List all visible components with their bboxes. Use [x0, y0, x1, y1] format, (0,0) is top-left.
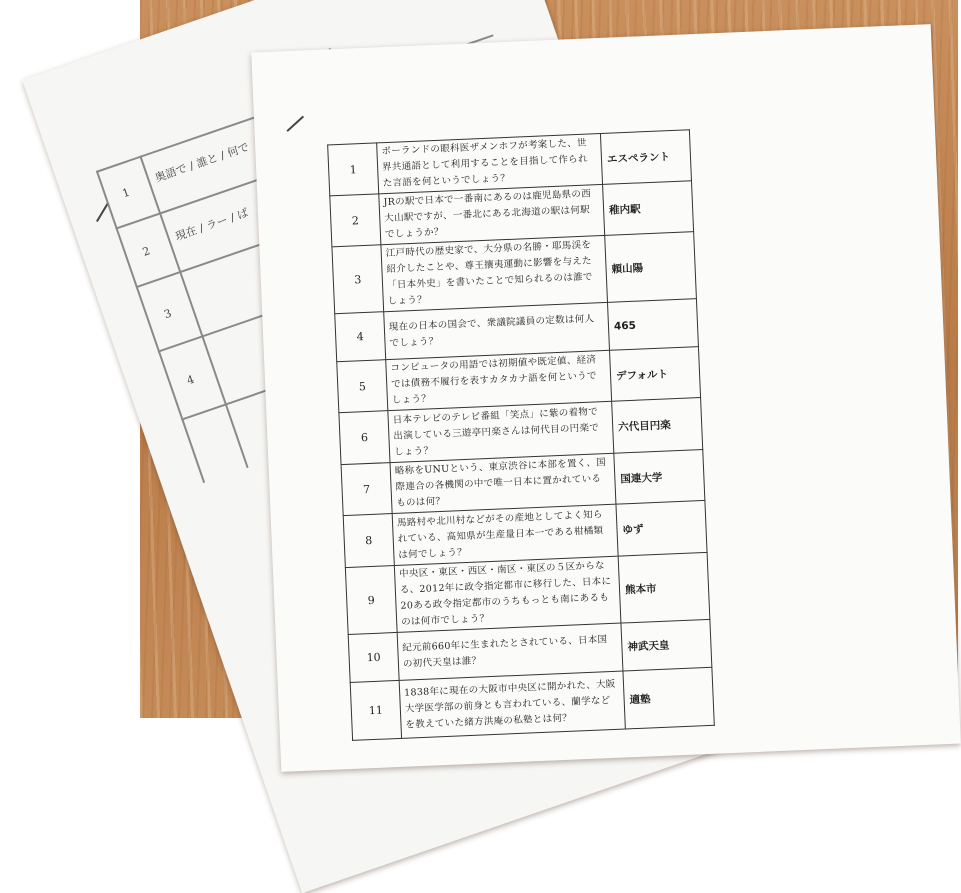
- question-number: 5: [337, 360, 388, 413]
- question-text: コンピュータの用語では初期値や既定値、経済では債務不履行を表すカタカナ語を何というでしょう？: [386, 350, 612, 410]
- question-text: ポーランドの眼科医ザメンホフが考案した、世界共通語として利用することを目指して作られた言語を何というでしょう？: [377, 134, 603, 194]
- question-text: 紀元前660年に生まれたとされている、日本国の初代天皇は誰？: [397, 623, 623, 680]
- back-row-text: 現在 / ラー / ば: [173, 206, 251, 244]
- answer-text: デフォルト: [610, 347, 701, 402]
- back-row-number: 3: [162, 306, 174, 322]
- back-row-number: 2: [140, 244, 152, 259]
- back-table-line: [139, 156, 251, 469]
- answer-text: ゆず: [616, 500, 707, 556]
- front-paper-sheet: [251, 24, 961, 772]
- quiz-table-body: [328, 130, 715, 741]
- question-number: 6: [339, 411, 390, 465]
- question-number: 10: [348, 632, 399, 682]
- question-number: 8: [343, 514, 394, 568]
- question-text: 馬路村や北川村などがその産地としてよく知られている、高知県が生産量日本一である柑橘類は何でしょう？: [392, 504, 618, 565]
- answer-text: 465: [607, 299, 698, 351]
- answer-text: 国連大学: [614, 449, 705, 504]
- back-row-number: 1: [120, 185, 132, 201]
- question-number: 7: [341, 463, 392, 516]
- quiz-table: [327, 129, 715, 741]
- question-text: 略称をUNUという、東京渋谷に本部を置く、国際連合の各機関の中で唯一日本に置かれているものは何？: [390, 453, 616, 513]
- answer-text: 六代目円楽: [612, 398, 703, 454]
- answer-text: 適塾: [623, 667, 714, 729]
- photo: [120, 0, 958, 731]
- corner-mark: [286, 116, 304, 132]
- answer-text: 神武天皇: [621, 619, 712, 671]
- back-row-text: 奥語で / 誰と / 何で: [153, 140, 251, 185]
- question-number: 1: [328, 143, 379, 196]
- answer-text: エスペラント: [600, 130, 691, 185]
- question-text: 江戸時代の歴史家で、大分県の名勝・耶馬渓を紹介したことや、尊王攘夷運動に影響を与えた「日本外史」を書いたことで知られるのは誰でしょう？: [381, 235, 608, 311]
- question-number: 3: [332, 245, 384, 314]
- question-text: 中央区・東区・西区・南区・東区の５区からなる、2012年に政令指定都市に移行した、日本に20ある政令指定都市のうちもっとも南にあるものは何市でしょう？: [394, 556, 621, 632]
- question-text: 現在の日本の国会で、衆議院議員の定数は何人でしょう？: [384, 302, 610, 359]
- answer-text: 熊本市: [618, 552, 710, 623]
- answer-text: 頼山陽: [605, 232, 697, 303]
- back-table-line: [96, 171, 205, 484]
- question-number: 4: [335, 312, 386, 362]
- question-number: 9: [345, 566, 397, 635]
- answer-text: 稚内駅: [603, 181, 694, 236]
- question-number: 11: [350, 680, 401, 740]
- question-text: 日本テレビのテレビ番組「笑点」に紫の着物で出演している三遊亭円楽さんは何代目の円楽でしょう？: [388, 401, 614, 462]
- question-text: JRの駅で日本で一番南にあるのは鹿児島県の西大山駅ですが、一番北にある北海道の駅は何駅でしょうか？: [379, 184, 605, 244]
- question-text: 1838年に現在の大阪市中央区に開かれた、大阪大学医学部の前身とも言われている、蘭学などを教えていた緒方洪庵の私塾とは何？: [399, 671, 625, 738]
- back-row-number: 4: [185, 372, 196, 388]
- question-number: 2: [330, 194, 381, 247]
